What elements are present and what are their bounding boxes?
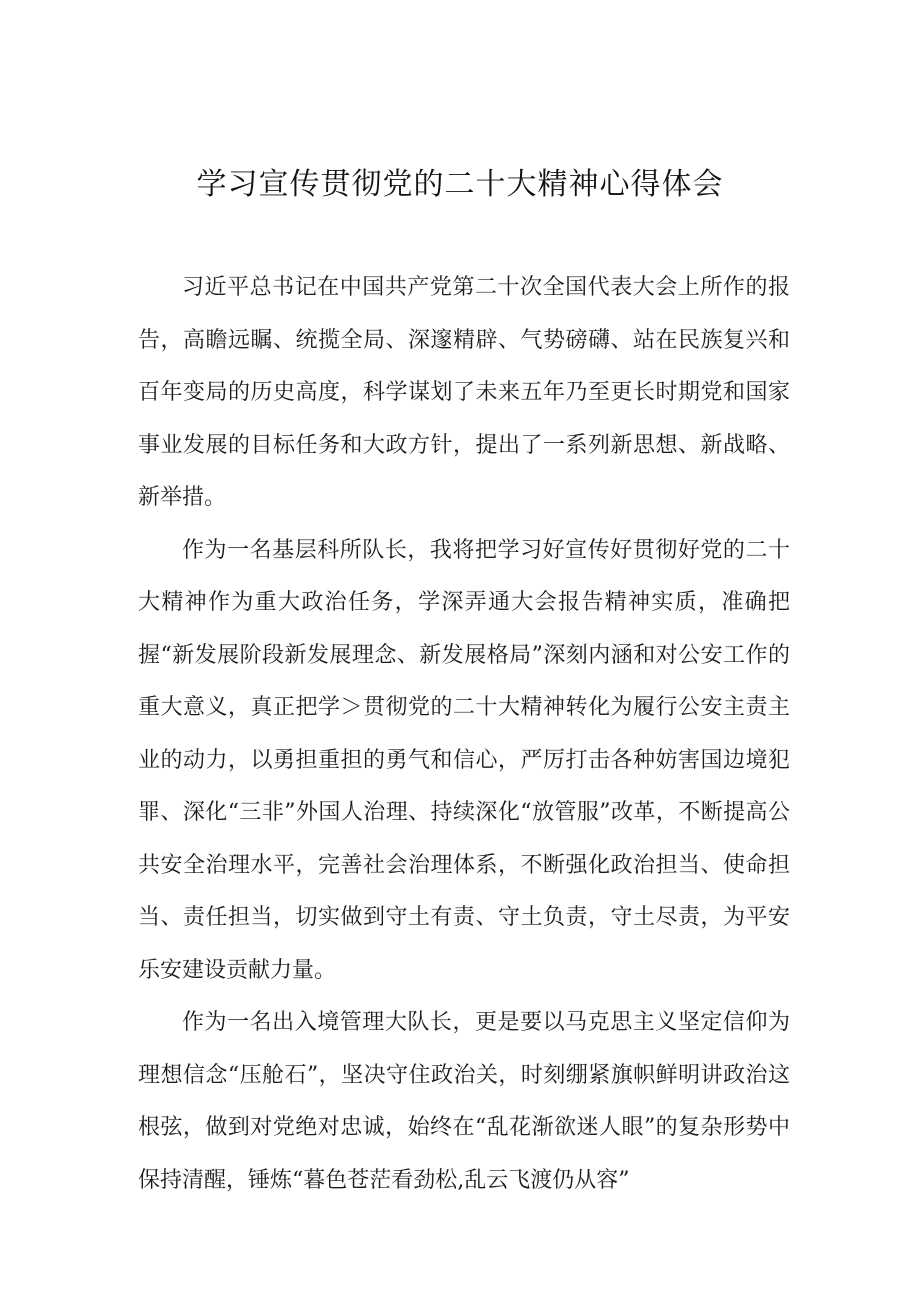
paragraph-1: 习近平总书记在中国共产党第二十次全国代表大会上所作的报告，高瞻远瞩、统揽全局、深邃精辟、气势磅礴、站在民族复兴和百年变局的历史高度，科学谋划了未来五年乃至更长时期党和国家事业发展的目标任务和大政方针，提出了一系列新思想、新战略、新举措。 <box>138 275 790 510</box>
paragraph-2: 作为一名基层科所队长，我将把学习好宣传好贯彻好党的二十大精神作为重大政治任务，学深弄通大会报告精神实质，准确把握“新发展阶段新发展理念、新发展格局”深刻内涵和对公安工作的重大意义，真正把学＞贯彻党的二十大精神转化为履行公安主责主业的动力，以勇担重担的勇气和信心，严厉打击各种妨害国边境犯罪、深化“三非”外国人治理、持续深化“放管服”改革，不断提高公共安全治理水平，完善社会治理体系，不断强化政治担当、使命担当、责任担当，切实做到守土有责、守土负责，守土尽责，为平安乐安建设贡献力量。 <box>138 537 790 983</box>
document-title: 学习宣传贯彻党的二十大精神心得体会 <box>196 167 724 202</box>
paragraph-3: 作为一名出入境管理大队长，更是要以马克思主义坚定信仰为理想信念“压舱石”，坚决守住政治关，时刻绷紧旗帜鲜明讲政治这根弦，做到对党绝对忠诚，始终在“乱花渐欲迷人眼”的复杂形势中保持清醒，锤炼“暮色苍茫看劲松,乱云飞渡仍从容” <box>138 1010 790 1193</box>
document-body <box>138 262 790 1207</box>
